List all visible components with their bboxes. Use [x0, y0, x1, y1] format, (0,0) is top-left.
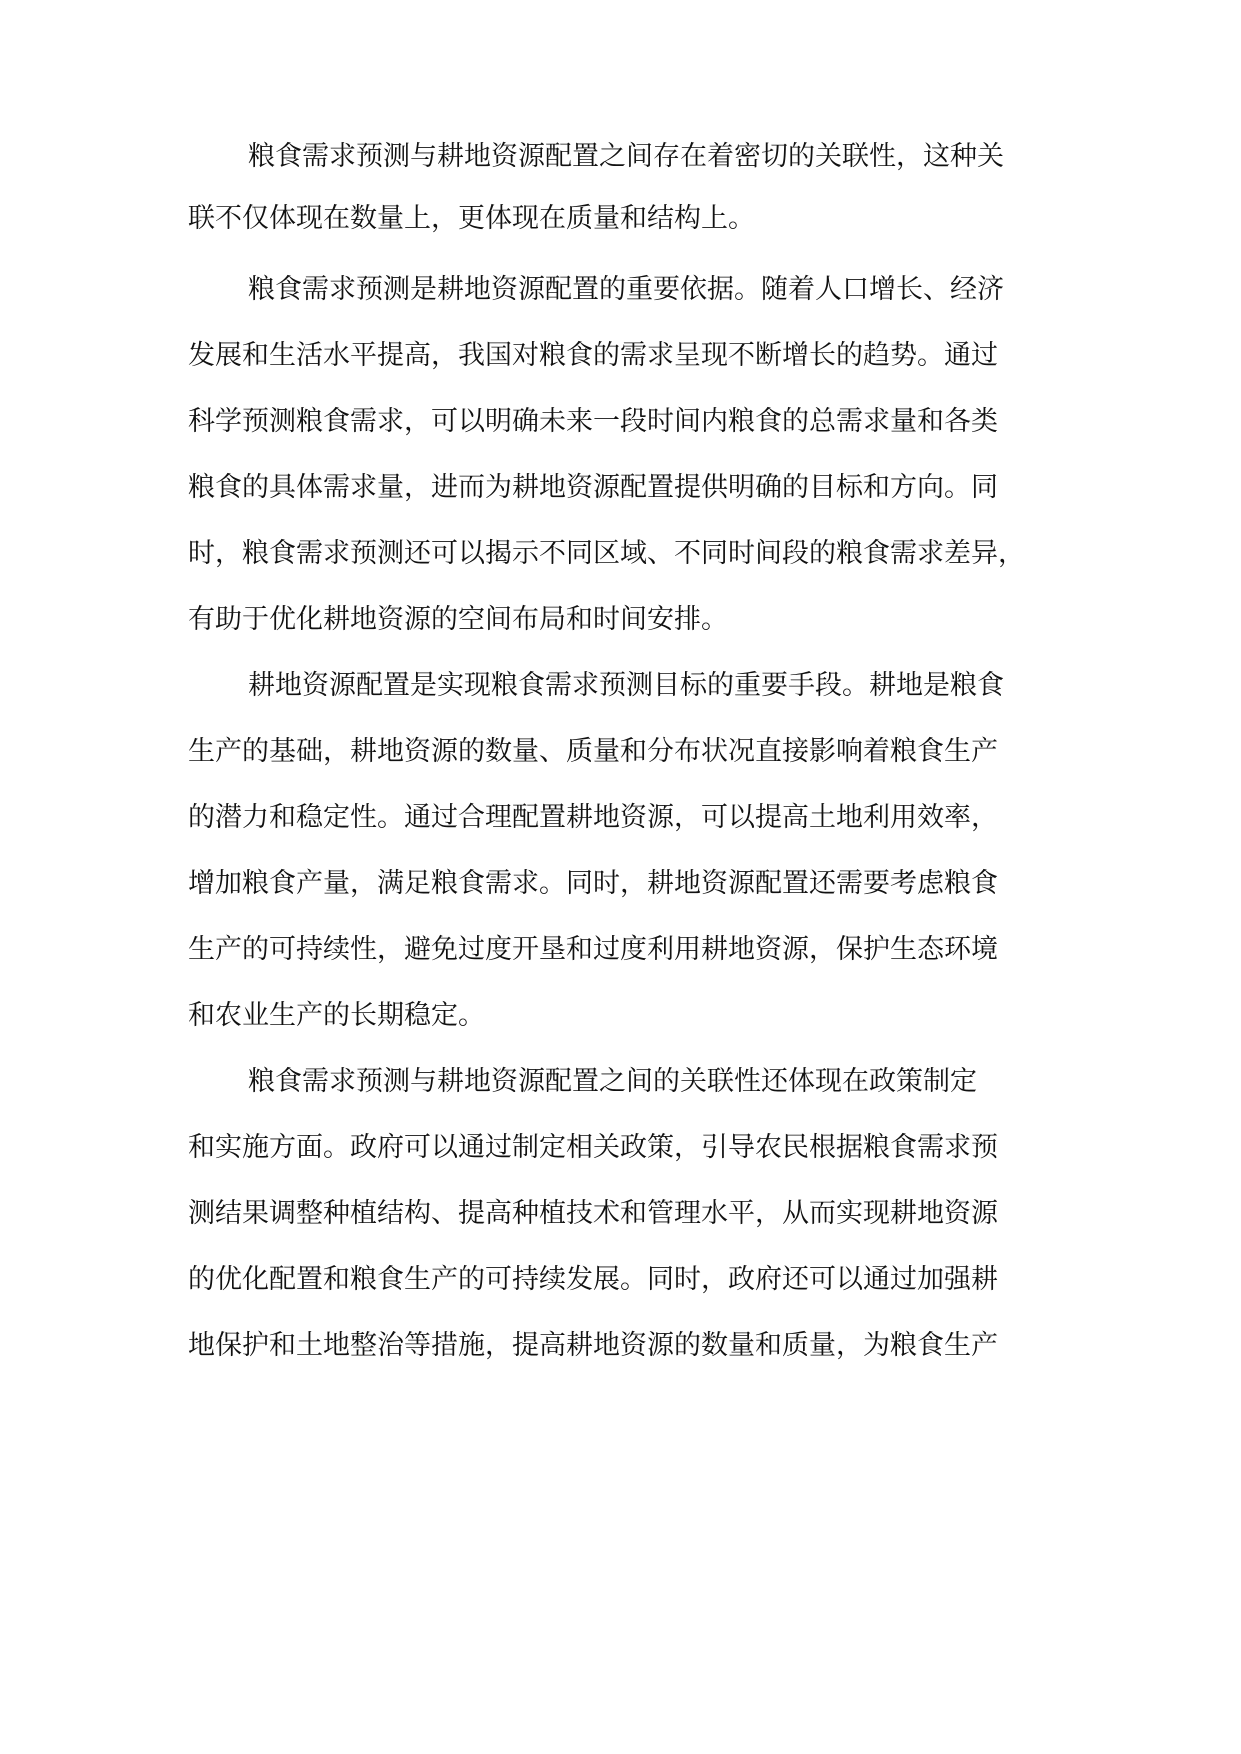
- text-line: 有助于优化耕地资源的空间布局和时间安排。: [188, 604, 728, 635]
- text-line: 生产的可持续性，避免过度开垦和过度利用耕地资源，保护生态环境: [188, 934, 998, 965]
- text-line: 和农业生产的长期稳定。: [188, 1000, 485, 1031]
- text-line: 生产的基础，耕地资源的数量、质量和分布状况直接影响着粮食生产: [188, 736, 998, 767]
- text-line: 发展和生活水平提高，我国对粮食的需求呈现不断增长的趋势。通过: [188, 340, 998, 371]
- text-line: 科学预测粮食需求，可以明确未来一段时间内粮食的总需求量和各类: [188, 406, 998, 437]
- text-line: 粮食的具体需求量，进而为耕地资源配置提供明确的目标和方向。同: [188, 472, 998, 503]
- text-line: 粮食需求预测是耕地资源配置的重要依据。随着人口增长、经济: [248, 274, 1004, 305]
- text-line: 时，粮食需求预测还可以揭示不同区域、不同时间段的粮食需求差异，: [188, 538, 1025, 569]
- text-line: 粮食需求预测与耕地资源配置之间存在着密切的关联性，这种关: [248, 141, 1004, 172]
- text-line: 联不仅体现在数量上，更体现在质量和结构上。: [188, 203, 755, 234]
- text-line: 的潜力和稳定性。通过合理配置耕地资源，可以提高土地利用效率，: [188, 802, 998, 833]
- text-line: 地保护和土地整治等措施，提高耕地资源的数量和质量，为粮食生产: [188, 1330, 998, 1361]
- text-line: 和实施方面。政府可以通过制定相关政策，引导农民根据粮食需求预: [188, 1132, 998, 1163]
- text-line: 粮食需求预测与耕地资源配置之间的关联性还体现在政策制定: [248, 1066, 977, 1097]
- text-line: 测结果调整种植结构、提高种植技术和管理水平，从而实现耕地资源: [188, 1198, 998, 1229]
- text-line: 耕地资源配置是实现粮食需求预测目标的重要手段。耕地是粮食: [248, 670, 1004, 701]
- text-line: 增加粮食产量，满足粮食需求。同时，耕地资源配置还需要考虑粮食: [188, 868, 998, 899]
- text-line: 的优化配置和粮食生产的可持续发展。同时，政府还可以通过加强耕: [188, 1264, 998, 1295]
